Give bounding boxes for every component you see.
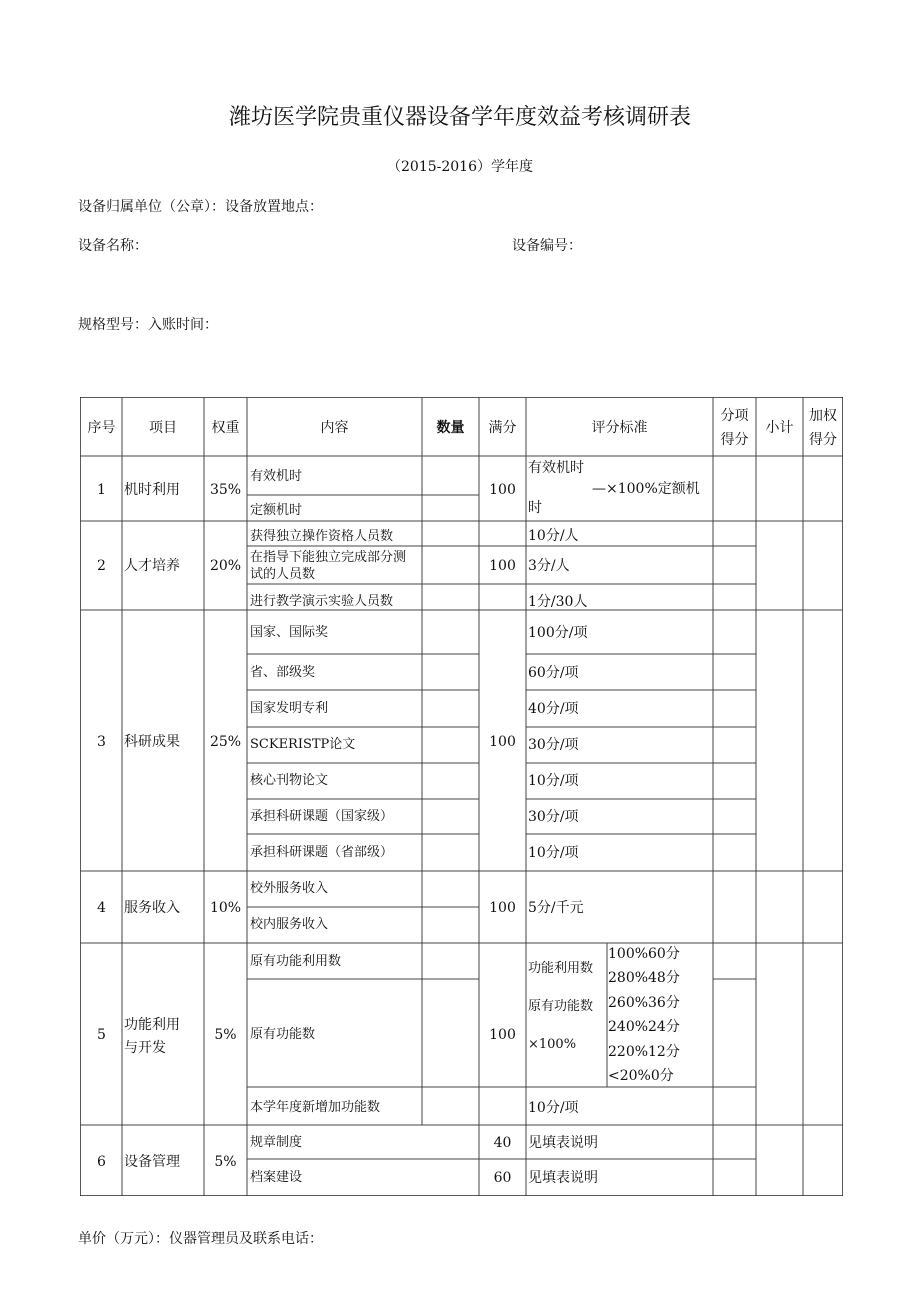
academic-year: （2015-2016）学年度 — [387, 159, 533, 175]
section-3-seq: 3 — [97, 734, 106, 750]
section-6-content-2: 档案建设 — [250, 1170, 303, 1185]
section-5-criteria-right-4: 240%24分 — [608, 1019, 680, 1035]
section-2-criteria-1: 10分/人 — [528, 528, 579, 544]
section-3-criteria-7: 10分/项 — [528, 845, 579, 861]
header-subtotal: 小计 — [765, 420, 794, 436]
section-3-criteria-1: 100分/项 — [528, 625, 588, 641]
section-5-criteria-left-2: 原有功能数 — [528, 999, 594, 1014]
evaluation-table-grid — [80, 397, 843, 1196]
section-3-item: 科研成果 — [124, 734, 180, 750]
section-5-criteria-extra: 10分/项 — [528, 1100, 579, 1116]
section-2-criteria-2: 3分/人 — [528, 558, 570, 574]
section-3-criteria-5: 10分/项 — [528, 773, 579, 789]
section-6-criteria-2: 见填表说明 — [528, 1170, 598, 1186]
section-3-content-3: 国家发明专利 — [250, 701, 329, 716]
section-5-criteria-right-3: 260%36分 — [608, 995, 680, 1011]
section-5-criteria-right-6: <20%0分 — [608, 1068, 674, 1084]
section-2-criteria-3: 1分/30人 — [528, 594, 588, 610]
unit-location-line: 设备归属单位（公章）：设备放置地点： — [78, 199, 323, 215]
header-weight: 权重 — [211, 420, 240, 436]
section-4-full: 100 — [489, 900, 516, 916]
section-1-full: 100 — [489, 482, 516, 498]
section-1-weight: 35% — [209, 482, 242, 498]
section-4-weight: 10% — [209, 900, 242, 916]
section-6-item: 设备管理 — [124, 1154, 180, 1170]
header-weighted-2: 得分 — [809, 432, 837, 448]
footer-price-contact: 单价（万元）：仪器管理员及联系电话： — [78, 1231, 323, 1247]
section-4-seq: 4 — [97, 900, 106, 916]
section-3-full: 100 — [489, 734, 516, 750]
section-2-content-2a: 在指导下能独立完成部分测 — [250, 550, 407, 565]
section-6-full-2: 60 — [493, 1170, 512, 1186]
section-3-content-4: SCKERISTP论文 — [250, 737, 356, 752]
section-2-content-1: 获得独立操作资格人员数 — [250, 529, 394, 544]
page-title: 潍坊医学院贵重仪器设备学年度效益考核调研表 — [228, 105, 691, 130]
section-3-criteria-3: 40分/项 — [528, 701, 579, 717]
section-4-criteria: 5分/千元 — [528, 900, 584, 916]
section-4-item: 服务收入 — [124, 900, 180, 916]
section-1-content-2: 定额机时 — [250, 503, 303, 518]
section-5-weight: 5% — [214, 1027, 237, 1043]
header-sub-score-2: 得分 — [720, 432, 749, 448]
section-2-full: 100 — [489, 558, 516, 574]
section-5-criteria-left-1: 功能利用数 — [528, 961, 594, 976]
section-2-content-2b: 试的人员数 — [250, 567, 316, 582]
section-3-content-6: 承担科研课题（国家级） — [250, 809, 394, 824]
section-5-criteria-left-3: ×100% — [528, 1037, 577, 1052]
section-3-content-1: 国家、国际奖 — [250, 625, 329, 640]
equipment-name-label: 设备名称： — [78, 238, 148, 254]
header-criteria: 评分标准 — [591, 420, 648, 436]
section-5-seq: 5 — [97, 1027, 106, 1043]
section-5-content-1: 原有功能利用数 — [250, 954, 342, 969]
section-1-content-1: 有效机时 — [250, 469, 303, 484]
section-6-full-1: 40 — [493, 1135, 512, 1151]
section-3-content-5: 核心刊物论文 — [250, 773, 329, 788]
section-6-content-1: 规章制度 — [250, 1135, 303, 1150]
section-1-criteria-2: —×100%定额机 — [592, 481, 700, 497]
model-entry-line: 规格型号：入账时间： — [78, 317, 218, 333]
header-content: 内容 — [320, 420, 349, 436]
section-3-weight: 25% — [209, 734, 242, 750]
section-6-weight: 5% — [214, 1154, 237, 1170]
header-full-score: 满分 — [488, 420, 517, 436]
section-5-criteria-right-2: 280%48分 — [608, 970, 680, 986]
section-4-content-2: 校内服务收入 — [250, 917, 329, 932]
section-3-criteria-6: 30分/项 — [528, 809, 579, 825]
section-2-weight: 20% — [209, 558, 242, 574]
header-quantity: 数量 — [436, 420, 465, 436]
header-item: 项目 — [149, 420, 177, 436]
section-1-seq: 1 — [97, 482, 106, 498]
equipment-code-label: 设备编号： — [512, 238, 582, 254]
section-1-criteria-3: 时 — [528, 500, 542, 516]
section-6-criteria-1: 见填表说明 — [528, 1135, 598, 1151]
section-5-full: 100 — [489, 1027, 516, 1043]
section-2-seq: 2 — [97, 558, 106, 574]
section-1-criteria-1: 有效机时 — [528, 460, 584, 476]
section-5-criteria-right-1: 100%60分 — [608, 946, 680, 962]
header-seq: 序号 — [87, 420, 116, 436]
section-2-content-3: 进行教学演示实验人员数 — [250, 594, 394, 609]
section-3-content-7: 承担科研课题（省部级） — [250, 845, 394, 860]
section-3-criteria-4: 30分/项 — [528, 737, 579, 753]
section-5-item-1: 功能利用 — [124, 1017, 180, 1033]
section-6-seq: 6 — [97, 1154, 106, 1170]
section-5-criteria-right-5: 220%12分 — [608, 1044, 680, 1060]
section-3-criteria-2: 60分/项 — [528, 665, 579, 681]
section-1-item: 机时利用 — [124, 482, 180, 498]
header-weighted-1: 加权 — [809, 408, 837, 424]
section-5-item-2: 与开发 — [124, 1040, 166, 1056]
section-5-content-2: 原有功能数 — [250, 1027, 316, 1042]
section-4-content-1: 校外服务收入 — [250, 881, 329, 896]
section-2-item: 人才培养 — [124, 558, 180, 574]
section-3-content-2: 省、部级奖 — [250, 665, 316, 680]
header-sub-score-1: 分项 — [720, 408, 749, 424]
section-5-content-3: 本学年度新增加功能数 — [250, 1100, 381, 1115]
